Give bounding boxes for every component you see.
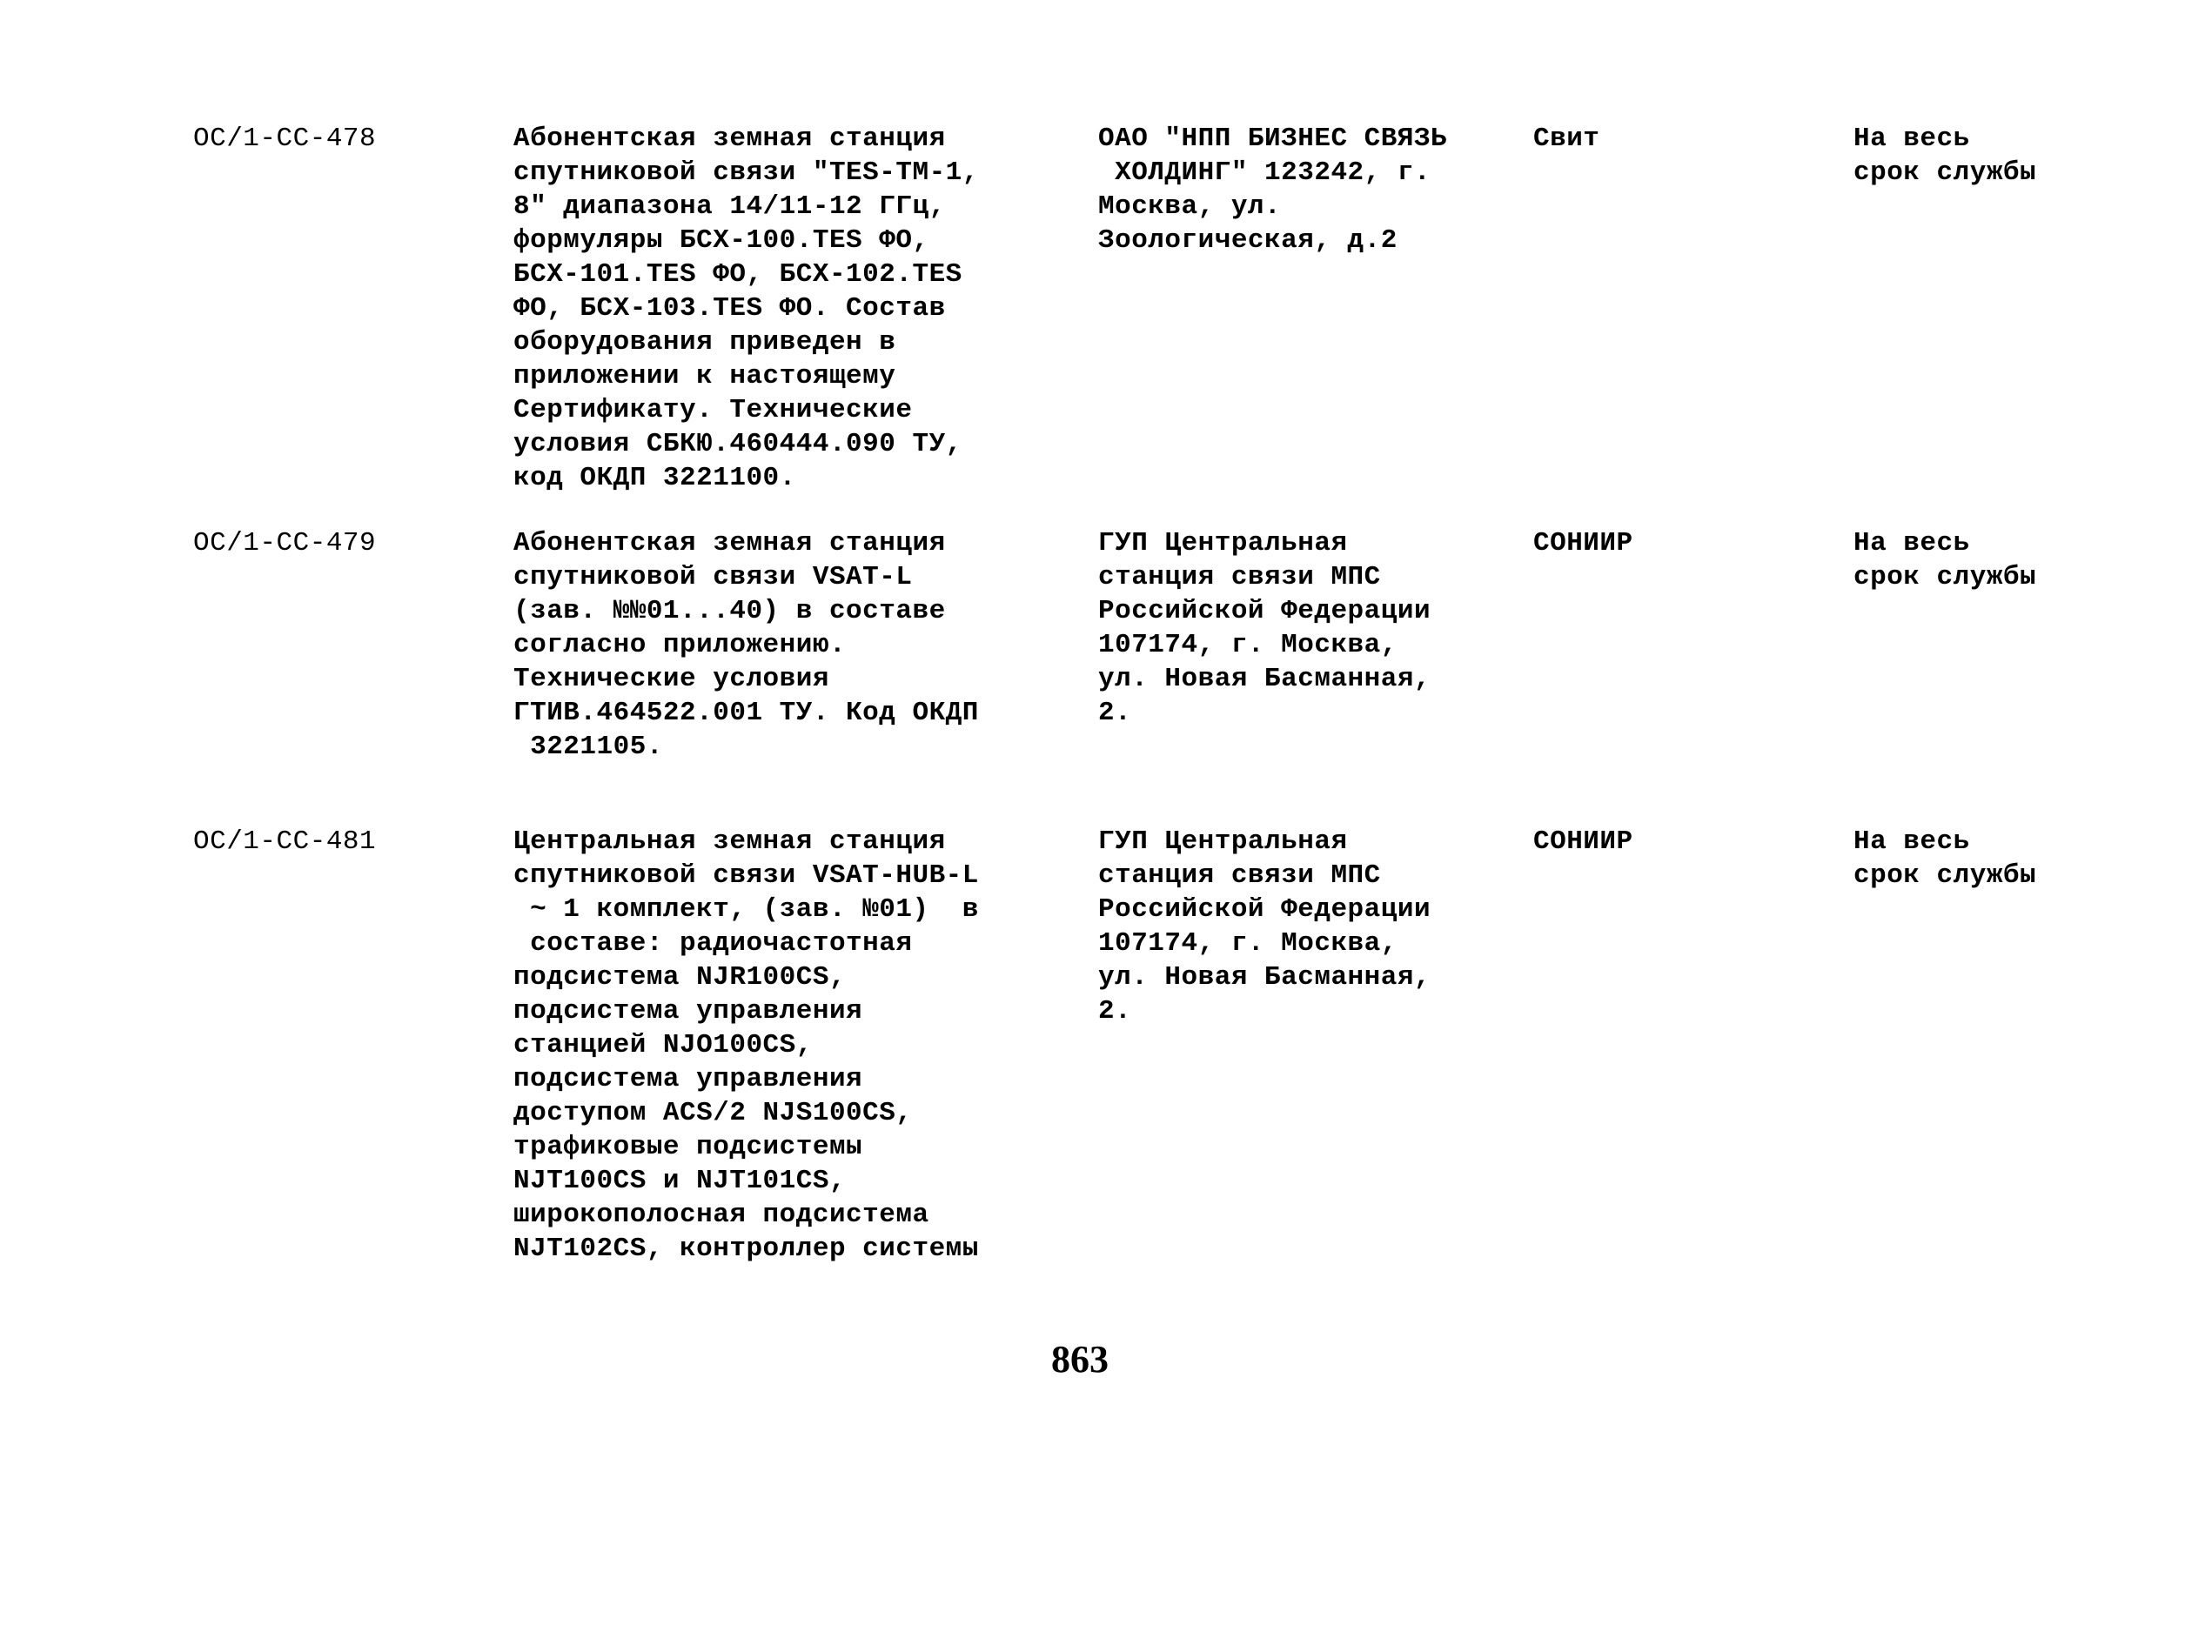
certificate-holder: ГУП Центральная станция связи МПС Российской Федерации 107174, г. Москва, ул. Новая Басманная, 2. [1098,528,1431,728]
certificate-number: ОС/1-СС-478 [193,124,377,154]
certificate-holder: ГУП Центральная станция связи МПС Российской Федерации 107174, г. Москва, ул. Новая Басманная, 2. [1098,826,1431,1027]
validity-term: На весь срок службы [1853,528,2037,592]
certificate-holder: ОАО "НПП БИЗНЕС СВЯЗЬ ХОЛДИНГ" 123242, г. Москва, ул. Зоологическая, д.2 [1098,124,1448,256]
certificate-number: ОС/1-СС-479 [193,528,377,558]
validity-term: На весь срок службы [1853,826,2037,891]
equipment-description: Абонентская земная станция спутниковой связи VSAT-L (зав. №№01...40) в составе согласно приложению. Технические условия ГТИВ.464522.001 ТУ. Код ОКДП 3221105. [513,528,979,762]
page-number: 863 [1051,1338,1109,1381]
certification-body: СОНИИР [1533,528,1633,558]
certification-body: Свит [1533,124,1600,154]
equipment-description: Центральная земная станция спутниковой связи VSAT-HUB-L ~ 1 комплект, (зав. №01) в составе: радиочастотная подсистема NJR100CS, подсистема управления станцией NJO100CS, подсистема управления доступом ACS/2 NJS100CS, трафиковые подсистемы NJT100CS и NJT101CS, широкополосная подсистема NJT102CS, контроллер системы [513,826,979,1264]
certification-body: СОНИИР [1533,826,1633,857]
equipment-description: Абонентская земная станция спутниковой связи "TES-TM-1, 8" диапазона 14/11-12 ГГц, формуляры БСХ-100.TES ФО, БСХ-101.TES ФО, БСХ-102.TES ФО, БСХ-103.TES ФО. Состав оборудования приведен в приложении к настоящему Сертификату. Технические условия СБКЮ.460444.090 ТУ, код ОКДП 3221100. [513,124,979,493]
certificate-number: ОС/1-СС-481 [193,826,377,857]
validity-term: На весь срок службы [1853,124,2037,188]
